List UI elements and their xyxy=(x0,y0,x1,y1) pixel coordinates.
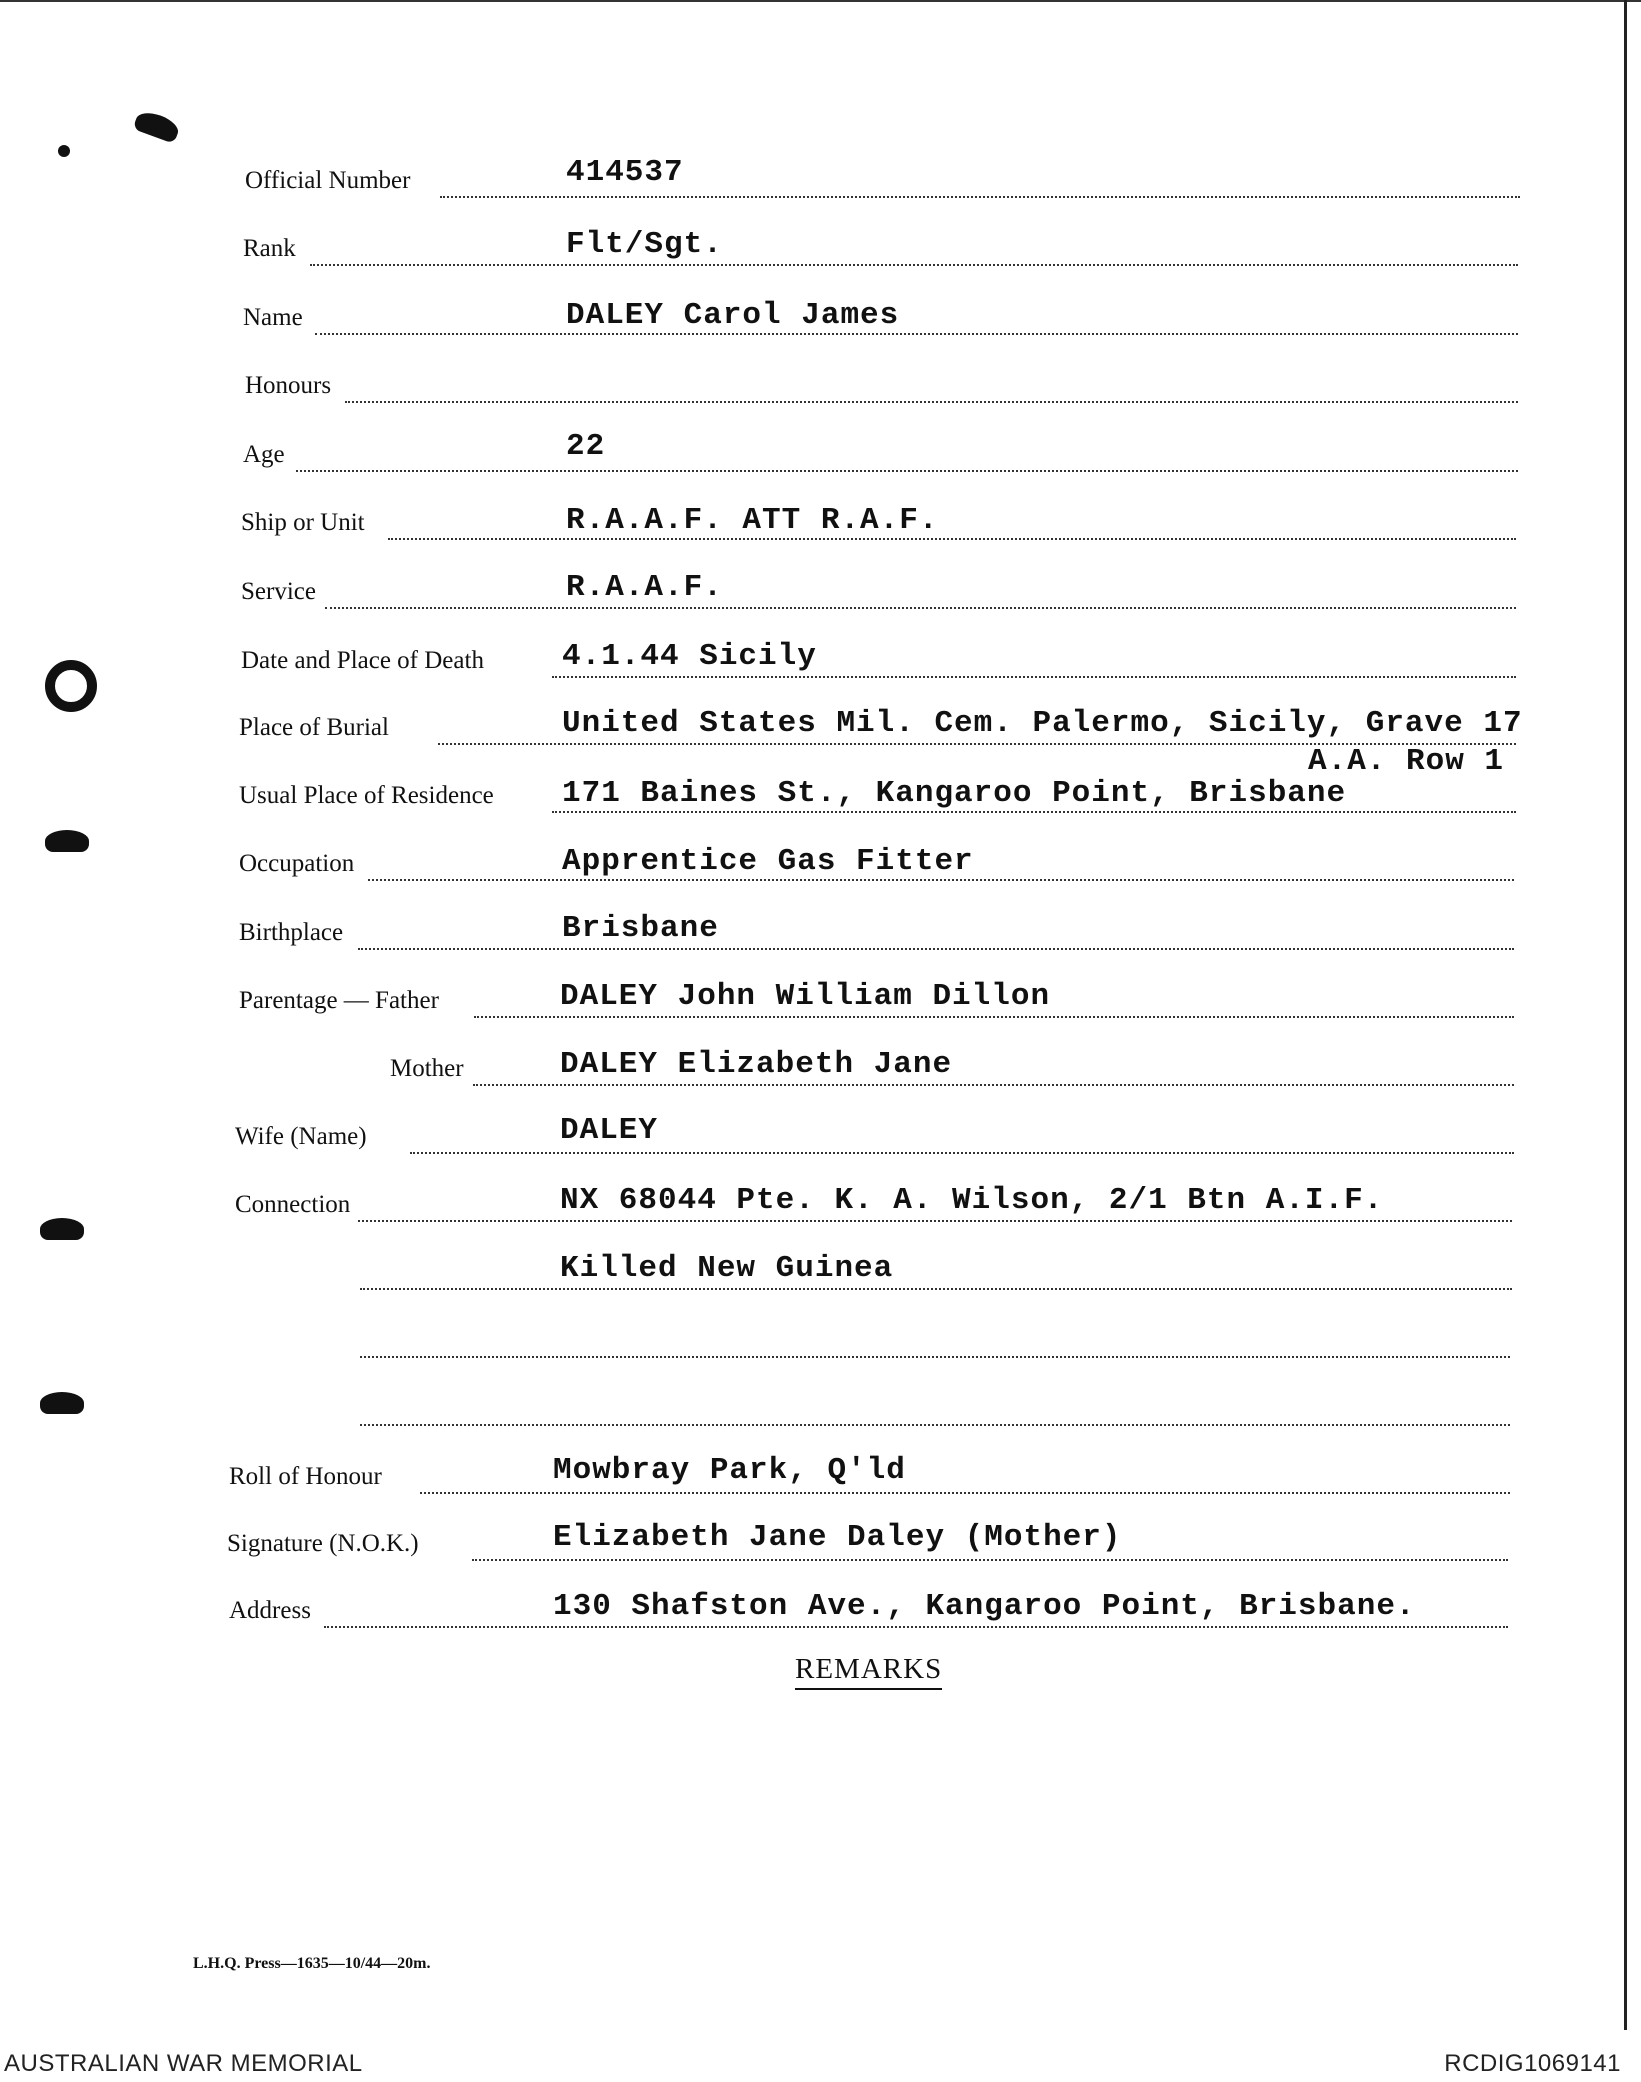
birthplace-label: Birthplace xyxy=(239,919,344,946)
blank-line xyxy=(0,1320,1641,1370)
field-usual-residence xyxy=(0,775,1641,825)
connection-label: Connection xyxy=(235,1191,351,1218)
usual-residence-label: Usual Place of Residence xyxy=(239,782,494,809)
mother-label: Mother xyxy=(390,1055,464,1082)
dotted-line xyxy=(345,399,1518,403)
official-number-label: Official Number xyxy=(245,167,411,194)
field-age xyxy=(0,429,1641,484)
margin-dot xyxy=(58,145,70,157)
age-value: 22 xyxy=(566,429,606,464)
field-ship-or-unit xyxy=(0,502,1641,552)
wife-label: Wife (Name) xyxy=(235,1123,367,1150)
dotted-line xyxy=(410,1150,1514,1154)
institution-footer: AUSTRALIAN WAR MEMORIAL xyxy=(4,2050,363,2077)
field-official-number xyxy=(0,155,1641,210)
dotted-line xyxy=(473,1082,1514,1086)
blank-line xyxy=(0,1388,1641,1438)
wife-value: DALEY xyxy=(560,1113,659,1148)
honours-label: Honours xyxy=(245,372,332,399)
official-number-value: 414537 xyxy=(566,155,684,190)
address-value: 130 Shafston Ave., Kangaroo Point, Brisbane. xyxy=(553,1589,1416,1624)
remarks-heading: REMARKS xyxy=(795,1653,942,1690)
dotted-line xyxy=(388,536,1516,540)
usual-residence-value: 171 Baines St., Kangaroo Point, Brisbane xyxy=(562,776,1347,811)
field-address xyxy=(0,1590,1641,1640)
place-of-burial-label: Place of Burial xyxy=(239,714,389,741)
rank-value: Flt/Sgt. xyxy=(566,227,723,262)
field-service xyxy=(0,571,1641,621)
occupation-label: Occupation xyxy=(239,850,355,877)
connection-value-line2: Killed New Guinea xyxy=(560,1251,894,1286)
dotted-line xyxy=(315,331,1518,335)
field-connection xyxy=(0,1184,1641,1234)
ship-or-unit-label: Ship or Unit xyxy=(241,509,365,536)
date-place-death-value: 4.1.44 Sicily xyxy=(562,639,817,674)
dotted-line xyxy=(474,1014,1514,1018)
dotted-line xyxy=(360,1286,1512,1290)
dotted-line xyxy=(420,1490,1510,1494)
birthplace-value: Brisbane xyxy=(562,911,719,946)
field-roll-of-honour xyxy=(0,1453,1641,1506)
field-mother xyxy=(0,1048,1641,1098)
name-value: DALEY Carol James xyxy=(566,298,900,333)
connection-value: NX 68044 Pte. K. A. Wilson, 2/1 Btn A.I.F. xyxy=(560,1183,1384,1218)
father-value: DALEY John William Dillon xyxy=(560,979,1051,1014)
field-father xyxy=(0,980,1641,1030)
field-name xyxy=(0,297,1641,347)
item-id-footer: RCDIG1069141 xyxy=(1444,2050,1621,2077)
field-wife xyxy=(0,1113,1641,1166)
field-date-place-death xyxy=(0,640,1641,690)
roll-of-honour-label: Roll of Honour xyxy=(229,1463,382,1490)
rank-label: Rank xyxy=(243,235,296,262)
roll-of-honour-value: Mowbray Park, Q'ld xyxy=(553,1453,906,1488)
dotted-line xyxy=(472,1557,1508,1561)
dotted-line xyxy=(324,1624,1508,1628)
field-signature xyxy=(0,1520,1641,1573)
dotted-line xyxy=(310,262,1518,266)
dotted-line xyxy=(325,605,1516,609)
dotted-line xyxy=(358,946,1514,950)
field-birthplace xyxy=(0,912,1641,962)
mother-value: DALEY Elizabeth Jane xyxy=(560,1047,953,1082)
ship-or-unit-value: R.A.A.F. ATT R.A.F. xyxy=(566,503,939,538)
dotted-line xyxy=(440,194,1520,198)
dotted-line xyxy=(360,1422,1510,1426)
field-occupation xyxy=(0,843,1641,893)
name-label: Name xyxy=(243,304,303,331)
date-place-death-label: Date and Place of Death xyxy=(241,647,484,674)
punch-hole-mark xyxy=(133,108,182,144)
age-label: Age xyxy=(243,441,285,468)
dotted-line xyxy=(552,674,1516,678)
service-label: Service xyxy=(241,578,316,605)
field-rank xyxy=(0,228,1641,278)
press-note: L.H.Q. Press—1635—10/44—20m. xyxy=(193,1955,431,1972)
signature-value: Elizabeth Jane Daley (Mother) xyxy=(553,1520,1122,1555)
dotted-line xyxy=(360,1354,1510,1358)
field-connection-line2 xyxy=(0,1252,1641,1302)
place-of-burial-value: United States Mil. Cem. Palermo, Sicily, Grave 17 xyxy=(562,706,1523,741)
occupation-value: Apprentice Gas Fitter xyxy=(562,844,974,879)
signature-label: Signature (N.O.K.) xyxy=(227,1530,419,1557)
father-label: Parentage — Father xyxy=(239,987,439,1014)
place-of-burial-value-line2: A.A. Row 1 xyxy=(1308,744,1505,779)
page-top-edge xyxy=(0,0,1641,12)
dotted-line xyxy=(296,468,1518,472)
service-value: R.A.A.F. xyxy=(566,570,723,605)
dotted-line xyxy=(358,1218,1512,1222)
address-label: Address xyxy=(229,1597,311,1624)
field-honours xyxy=(0,365,1641,415)
